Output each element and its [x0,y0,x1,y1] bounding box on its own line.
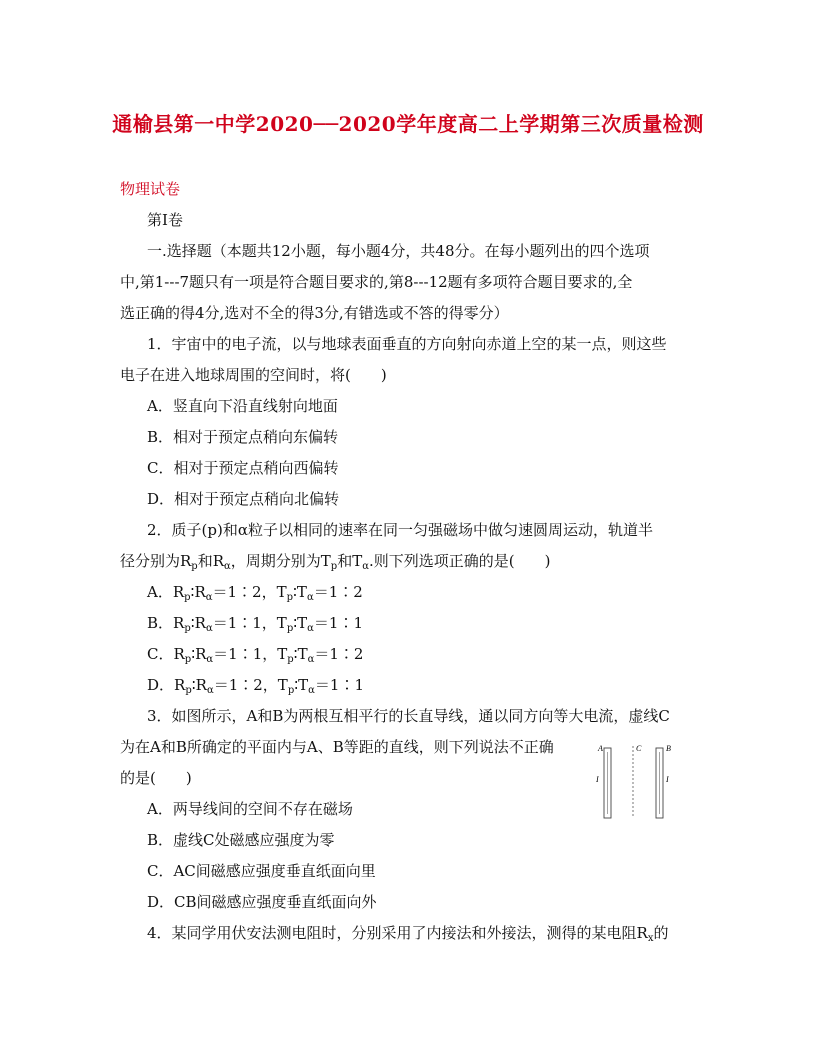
q3-option-d: D．CB间磁感应强度垂直纸面向外 [147,893,377,911]
q2-option-a: A．$R_p∶R_\alpha=1∶2$，$T_p∶T_\alpha=1∶2$ [147,583,363,603]
q3-stem-line-1: 3．如图所示，A和B为两根互相平行的长直导线，通以同方向等大电流，虚线C [147,707,670,725]
parallel-wires-figure [592,742,684,820]
q4-stem-line-1: 4．某同学用伏安法测电阻时，分别采用了内接法和外接法，测得的某电阻$R_x$的 [147,924,669,944]
exam-title: 通榆县第一中学2020──2020学年度高二上学期第三次质量检测 [112,112,704,136]
q1-option-c: C．相对于预定点稍向西偏转 [147,459,339,477]
q2-option-d: D．$R_p∶R_\alpha=1∶2$，$T_p∶T_\alpha=1∶1$ [147,676,364,696]
current-right-label: I [666,775,669,784]
q3-option-b: B．虚线C处磁感应强度为零 [147,831,335,849]
current-left-label: I [596,775,599,784]
q1-option-b: B．相对于预定点稍向东偏转 [147,428,339,446]
q1-option-a: A．竖直向下沿直线射向地面 [147,397,338,415]
q2-stem-line-2: 径分别为$R_p$和$R_\alpha$，周期分别为$T_p$和$T_\alpha$.则下列选项正确的是( ) [120,552,551,572]
q3-stem-line-2: 为在A和B所确定的平面内与A、B等距的直线，则下列说法不正确 [120,738,554,756]
line-c-label: C [636,744,642,753]
section-intro-line-2: 中,第1---7题只有一项是符合题目要求的,第8---12题有多项符合题目要求的,全 [120,273,633,291]
q2-option-b: B．$R_p∶R_\alpha=1∶1$，$T_p∶T_\alpha=1∶1$ [147,614,363,634]
wire-b-label: B [666,744,671,753]
q2-option-c: C．$R_p∶R_\alpha=1∶1$，$T_p∶T_\alpha=1∶2$ [147,645,364,665]
subject-label: 物理试卷 [120,180,181,198]
q1-option-d: D．相对于预定点稍向北偏转 [147,490,340,508]
q3-option-c: C．AC间磁感应强度垂直纸面向里 [147,862,376,880]
q3-stem-line-3: 的是( ) [120,769,192,787]
section-intro-line-3: 选正确的得4分,选对不全的得3分,有错选或不答的得零分） [120,304,509,322]
section-intro-line-1: 一.选择题（本题共12小题，每小题4分，共48分。在每小题列出的四个选项 [147,242,650,260]
q2-stem-line-1: 2．质子(p)和α粒子以相同的速率在同一匀强磁场中做匀速圆周运动，轨道半 [147,521,653,539]
volume-label: 第Ⅰ卷 [147,211,183,229]
q1-stem-line-2: 电子在进入地球周围的空间时，将( ) [120,366,387,384]
wire-a-label: A [598,744,603,753]
q3-option-a: A．两导线间的空间不存在磁场 [147,800,353,818]
q1-stem-line-1: 1．宇宙中的电子流，以与地球表面垂直的方向射向赤道上空的某一点，则这些 [147,335,667,353]
